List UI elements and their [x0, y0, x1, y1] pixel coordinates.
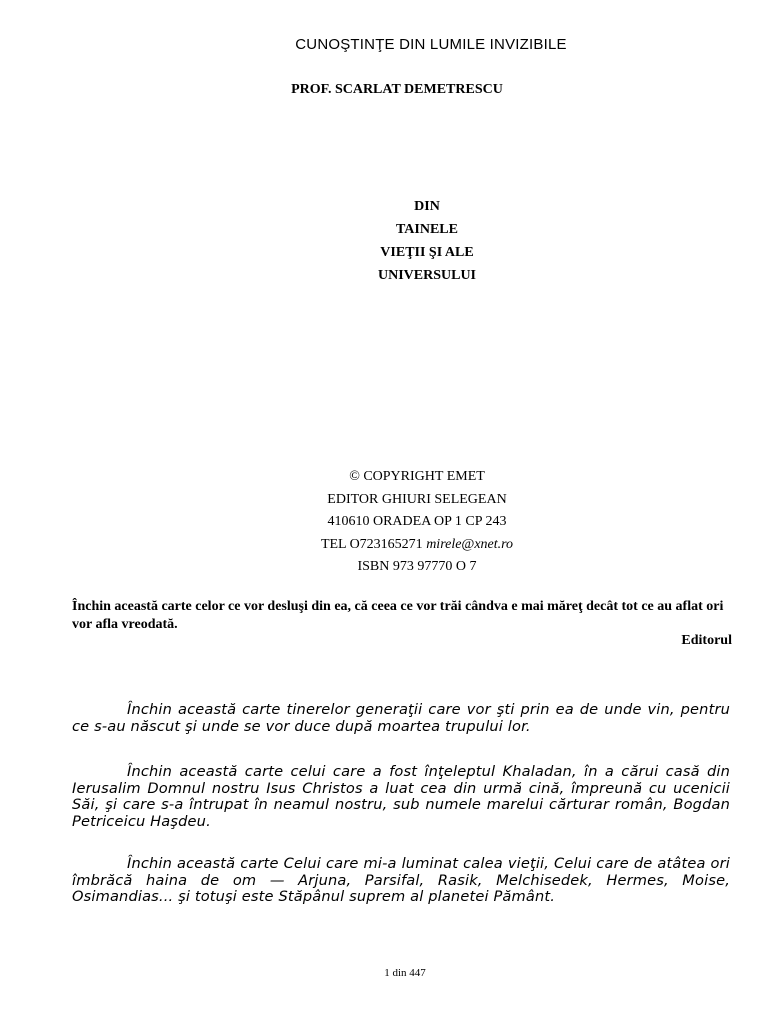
- title-line: TAINELE: [396, 222, 458, 237]
- isbn-line: ISBN 973 97770 O 7: [357, 559, 477, 574]
- publisher-info: [0, 466, 768, 579]
- paragraph-text: Închin această carte celui care a fost înţeleptul Khaladan, în a cărui casă din Ierusalim Domnul nostru Isus Christos a luat cea din urmă cină, împreună cu ucenicii Săi, şi care s-a întrupat în neamul nostru, sub numele marelui cărturar român, Bogdan Petriceicu Haşdeu.: [72, 763, 730, 830]
- editor-dedication: Închin această carte celor ce vor desluşi din ea, că ceea ce vor trăi cândva e mai măreţ decât tot ce au aflat ori vor afla vreodată.: [72, 599, 724, 632]
- author-name: PROF. SCARLAT DEMETRESCU: [291, 82, 503, 97]
- dedication-paragraph: [72, 702, 730, 735]
- dedication-paragraph: [72, 856, 730, 906]
- address-line: 410610 ORADEA OP 1 CP 243: [327, 514, 507, 529]
- book-title: [0, 195, 768, 287]
- copyright-line: © COPYRIGHT EMET: [349, 469, 485, 484]
- page-number: 1 din 447: [384, 967, 426, 979]
- contact-line: [0, 534, 768, 557]
- title-line: DIN: [414, 199, 440, 214]
- email-address[interactable]: mirele@xnet.ro: [426, 536, 514, 552]
- editor-signature: Editorul: [681, 633, 732, 648]
- editor-line: EDITOR GHIURI SELEGEAN: [327, 491, 507, 507]
- title-line: UNIVERSULUI: [377, 268, 477, 283]
- phone-number: TEL O723165271: [320, 536, 423, 552]
- paragraph-text: Închin această carte Celui care mi-a luminat calea vieţii, Celui care de atâtea ori îmbrăcă haina de om — Arjuna, Parsifal, Rasik, Melchisedek, Hermes, Moise, Osimandias... şi totuşi este Stăpânul suprem al planetei Pământ.: [72, 855, 730, 905]
- series-title: CUNOŞTINŢE DIN LUMILE INVIZIBILE: [295, 36, 567, 53]
- paragraph-text: Închin această carte tinerelor generaţii care vor şti prin ea de unde vin, pentru ce s-au născut şi unde se vor duce după moartea trupului lor.: [72, 701, 730, 735]
- title-line: VIEŢII ŞI ALE: [380, 245, 474, 260]
- dedication-paragraph: [72, 764, 730, 830]
